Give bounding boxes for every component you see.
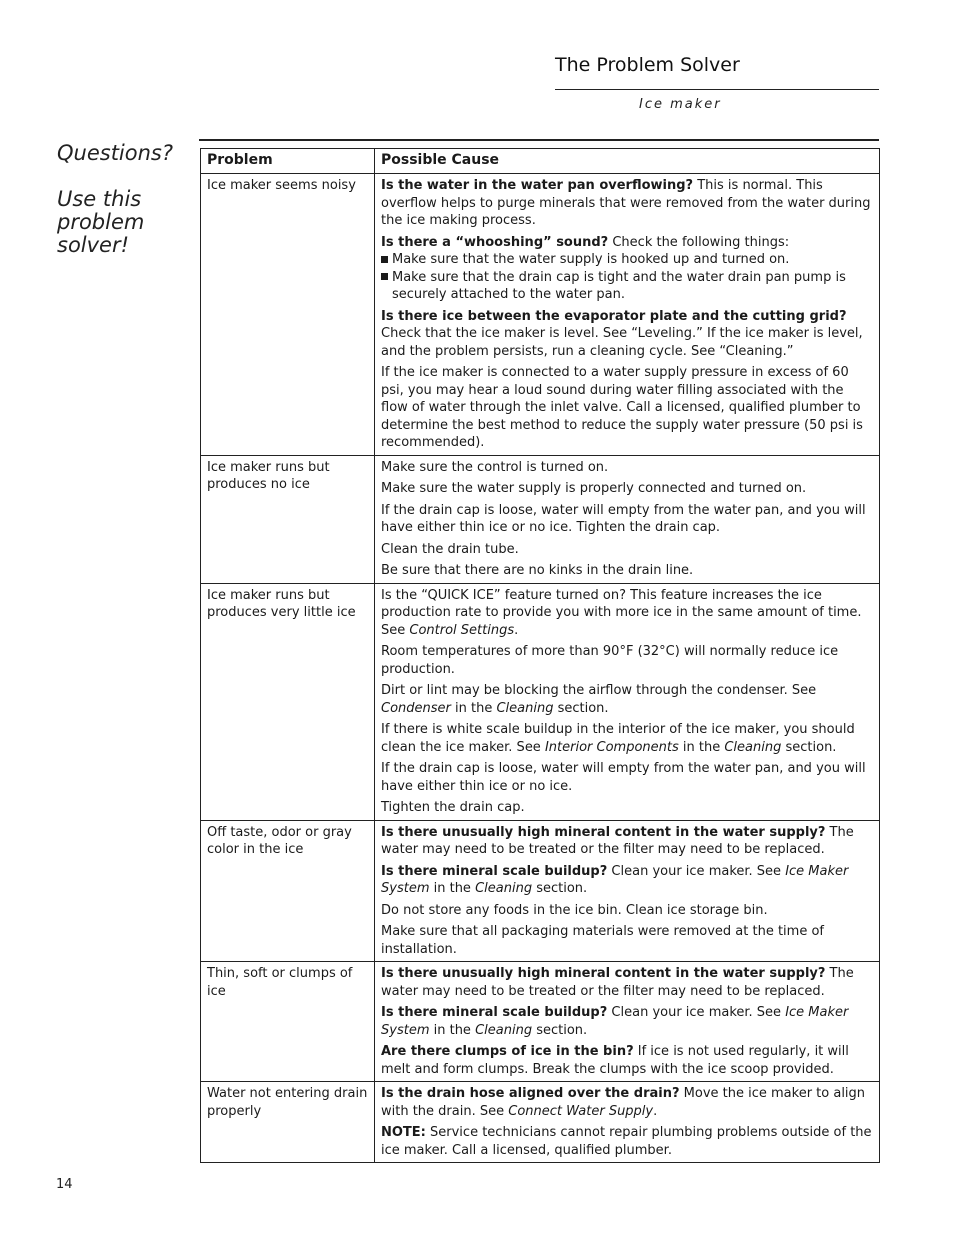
page-number: 14	[56, 1177, 73, 1192]
sidebar-use-solver: Use this problem solver!	[57, 187, 145, 257]
note-label: NOTE:	[381, 1125, 426, 1140]
cross-reference: Cleaning	[475, 1022, 533, 1038]
cause-text: The water may need to be treated or the filter may need to be replaced.	[381, 824, 854, 857]
cause-text: section.	[532, 1022, 588, 1038]
cause-question: Is there ice between the evaporator plate and the cutting grid?	[381, 308, 847, 324]
problem-cell: Water not entering drain properly	[201, 1082, 375, 1163]
cause-question: Is there a “whooshing” sound?	[381, 234, 609, 250]
table-row	[201, 820, 880, 962]
cause-paragraph	[381, 1043, 873, 1078]
cause-text: in the	[429, 1022, 476, 1038]
cause-paragraph	[381, 177, 873, 230]
problem-cell: Ice maker runs but produces no ice	[201, 455, 375, 583]
section-subtitle: Ice maker	[639, 97, 722, 112]
cause-paragraph	[381, 308, 873, 361]
bullet-item	[381, 269, 873, 304]
problem-cell: Thin, soft or clumps of ice	[201, 962, 375, 1082]
table-row	[201, 1082, 880, 1163]
square-bullet-icon	[381, 256, 388, 263]
table-header-row	[201, 149, 880, 174]
cause-text: Check that the ice maker is level. See “Leveling.” If the ice maker is level, and the problem persists, run a cleaning cycle. See “Cleaning.”	[381, 326, 863, 359]
cause-text: Check the following things:	[608, 234, 790, 250]
bullet-text: Make sure that the water supply is hooked up and turned on.	[392, 252, 790, 267]
cause-cell	[375, 455, 880, 583]
bullet-text: Make sure that the drain cap is tight and the water drain pan pump is securely attached to the water pan.	[392, 269, 846, 302]
cause-text: section.	[553, 700, 609, 716]
table-row	[201, 455, 880, 583]
cause-cell	[375, 174, 880, 456]
cause-paragraph	[381, 965, 873, 1000]
cause-text: in the	[429, 881, 476, 896]
cause-text: If there is white scale buildup in the interior of the ice maker, you should clean the ice maker. See	[381, 722, 855, 755]
cross-reference: Control Settings	[409, 622, 515, 638]
table-row	[201, 962, 880, 1082]
cause-paragraph: If the drain cap is loose, water will empty from the water pan, and you will have either thin ice or no ice.	[381, 761, 866, 794]
cross-reference: Ice Maker System	[381, 1005, 849, 1038]
cause-cell	[375, 583, 880, 820]
cause-text: The water may need to be treated or the filter may need to be replaced.	[381, 966, 854, 999]
cross-reference: Connect Water Supply	[508, 1103, 654, 1119]
cross-reference: Cleaning	[496, 700, 554, 716]
cause-paragraph: Make sure that all packaging materials were removed at the time of installation.	[381, 924, 824, 957]
cause-question: Is the drain hose aligned over the drain?	[381, 1086, 680, 1101]
cause-paragraph	[381, 824, 873, 859]
bullet-item	[381, 251, 873, 269]
cause-paragraph	[381, 234, 873, 304]
problem-solver-table	[200, 148, 880, 1163]
problem-cell: Ice maker seems noisy	[201, 174, 375, 456]
cause-paragraph	[381, 1124, 873, 1159]
cross-reference: Cleaning	[475, 881, 533, 896]
cause-paragraph: Do not store any foods in the ice bin. Clean ice storage bin.	[381, 902, 768, 918]
cause-cell	[375, 820, 880, 962]
cause-paragraph: Tighten the drain cap.	[381, 800, 525, 815]
cause-question: Is there mineral scale buildup?	[381, 863, 608, 879]
table-row	[201, 174, 880, 456]
cause-paragraph	[381, 1085, 873, 1120]
sidebar-questions: Questions?	[57, 141, 174, 165]
cause-text: Is the “QUICK ICE” feature turned on? This feature increases the ice production rate to provide you with more ice in the same amount of time. See	[381, 587, 862, 638]
cross-reference: Interior Components	[544, 739, 679, 755]
cause-paragraph: Make sure the water supply is properly connected and turned on.	[381, 481, 807, 496]
cause-paragraph	[381, 587, 873, 640]
cause-paragraph: Clean the drain tube.	[381, 541, 519, 557]
cause-text: Clean your ice maker. See	[607, 1005, 786, 1020]
problem-cell: Off taste, odor or gray color in the ice	[201, 820, 375, 962]
column-header-problem: Problem	[201, 149, 375, 174]
cause-text: Dirt or lint may be blocking the airflow through the condenser. See	[381, 683, 817, 698]
cause-paragraph: If the ice maker is connected to a water supply pressure in excess of 60 psi, you may hear a loud sound during water filling associated with the flow of water through the inlet valve. Call a licensed, qualified plumber to determine the best method to reduce the supply water pressure (50 psi is recommended).	[381, 365, 863, 450]
cause-text: in the	[678, 739, 725, 755]
title-divider	[555, 89, 879, 90]
cause-text: section.	[532, 881, 588, 896]
cause-text: .	[514, 622, 519, 638]
cause-text: section.	[781, 739, 837, 755]
cause-paragraph: Room temperatures of more than 90°F (32°C) will normally reduce ice production.	[381, 644, 839, 677]
page-title: The Problem Solver	[555, 54, 740, 76]
cause-text: This is normal. This overflow helps to purge minerals that were removed from the water during the ice making process.	[381, 178, 871, 228]
table-top-divider	[199, 139, 879, 141]
cause-question: Is there unusually high mineral content in the water supply?	[381, 966, 826, 981]
cross-reference: Ice Maker System	[381, 863, 849, 896]
cause-text: .	[653, 1103, 658, 1119]
cause-paragraph: Make sure the control is turned on.	[381, 459, 609, 475]
sidebar-callout	[57, 142, 197, 257]
cause-text: in the	[450, 700, 497, 716]
cause-paragraph	[381, 721, 873, 756]
cause-question: Is the water in the water pan overflowing?	[381, 178, 694, 193]
cause-paragraph	[381, 863, 873, 898]
cross-reference: Cleaning	[724, 739, 782, 755]
column-header-cause: Possible Cause	[375, 149, 880, 174]
cause-paragraph	[381, 1004, 873, 1039]
cause-text: If ice is not used regularly, it will melt and form clumps. Break the clumps with the ice scoop provided.	[381, 1044, 849, 1077]
cross-reference: Condenser	[381, 700, 451, 716]
cause-question: Is there mineral scale buildup?	[381, 1005, 608, 1020]
square-bullet-icon	[381, 273, 388, 280]
cause-paragraph: Be sure that there are no kinks in the drain line.	[381, 563, 694, 578]
cause-text: Clean your ice maker. See	[607, 863, 786, 879]
cause-question: Is there unusually high mineral content in the water supply?	[381, 824, 826, 840]
cause-paragraph: If the drain cap is loose, water will empty from the water pan, and you will have either thin ice or no ice. Tighten the drain cap.	[381, 502, 866, 535]
table-row	[201, 583, 880, 820]
cause-question: Are there clumps of ice in the bin?	[381, 1044, 634, 1059]
cause-paragraph	[381, 682, 873, 717]
cause-text: Service technicians cannot repair plumbing problems outside of the ice maker. Call a licensed, qualified plumber.	[381, 1125, 872, 1158]
cause-cell	[375, 1082, 880, 1163]
cause-text: Move the ice maker to align with the drain. See	[381, 1086, 866, 1119]
cause-cell	[375, 962, 880, 1082]
problem-cell: Ice maker runs but produces very little ice	[201, 583, 375, 820]
